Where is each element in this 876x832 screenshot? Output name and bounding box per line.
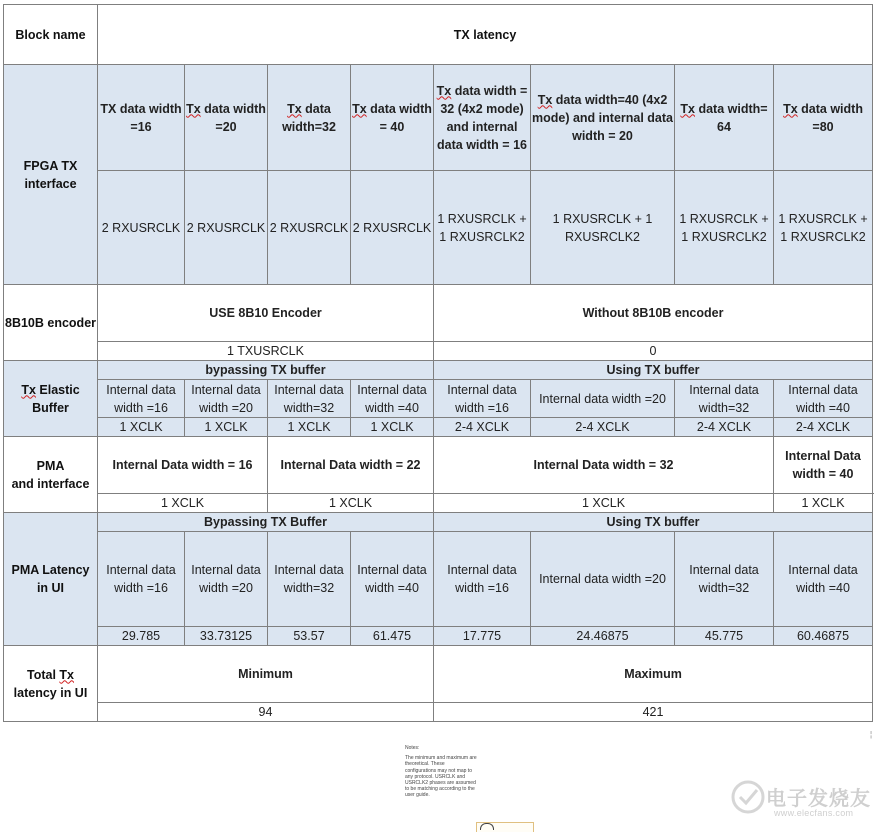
fpga-clock-cell: 1 RXUSRCLK + 1 RXUSRCLK2 xyxy=(675,171,774,285)
fpga-clock-cell: 2 RXUSRCLK xyxy=(185,171,268,285)
elastic-value-cell: 2-4 XCLK xyxy=(774,418,873,437)
use-encoder-label: USE 8B10 Encoder xyxy=(98,285,434,342)
elastic-value-cell: 2-4 XCLK xyxy=(434,418,531,437)
pma-latency-label: PMA Latency in UI xyxy=(4,513,98,646)
tx-latency-table xyxy=(3,4,873,722)
elastic-value-cell: 1 XCLK xyxy=(98,418,185,437)
pma-value-cell: 33.73125 xyxy=(185,627,268,646)
elastic-width-cell: Internal data width =20 xyxy=(185,380,268,418)
pma-value-cell: 17.775 xyxy=(434,627,531,646)
fpga-clock-cell: 1 RXUSRCLK + 1 RXUSRCLK2 xyxy=(774,171,873,285)
tx-latency-header: TX latency xyxy=(98,5,873,65)
pma-value-cell: 45.775 xyxy=(675,627,774,646)
fpga-clock-cell: 2 RXUSRCLK xyxy=(98,171,185,285)
block-name-header: Block name xyxy=(4,5,98,65)
pma-interface-label: PMA and interface xyxy=(4,437,98,513)
notes-title: Notes: xyxy=(405,745,420,751)
fpga-width-cell: Tx data width= 64 xyxy=(675,65,774,171)
pma-width-cell: Internal data width =40 xyxy=(774,532,873,627)
elastic-width-cell: Internal data width=32 xyxy=(268,380,351,418)
fpga-width-cell: Tx data width=40 (4x2 mode) and internal data width = 20 xyxy=(531,65,675,171)
watermark-text: 电子发烧友 xyxy=(766,788,871,810)
fpga-clock-cell: 1 RXUSRCLK + 1 RXUSRCLK2 xyxy=(434,171,531,285)
fpga-width-cell: Tx data width =20 xyxy=(185,65,268,171)
pma-width-cell: Internal data width=32 xyxy=(268,532,351,627)
pma-width-cell: Internal data width =40 xyxy=(351,532,434,627)
encoder-label: 8B10B encoder xyxy=(4,285,98,361)
elastic-value-cell: 2-4 XCLK xyxy=(531,418,675,437)
elastic-width-cell: Internal data width =20 xyxy=(531,380,675,418)
pma-interface-value: 1 XCLK xyxy=(268,494,434,513)
elastic-value-cell: 1 XCLK xyxy=(351,418,434,437)
pma-value-cell: 60.46875 xyxy=(774,627,873,646)
maximum-label: Maximum xyxy=(434,646,873,703)
fpga-clock-cell: 1 RXUSRCLK + 1 RXUSRCLK2 xyxy=(531,171,675,285)
pma-width-cell: Internal data width =16 xyxy=(98,532,185,627)
fpga-width-cell: Tx data width = 40 xyxy=(351,65,434,171)
fpga-width-cell: Tx data width = 32 (4x2 mode) and internal data width = 16 xyxy=(434,65,531,171)
fpga-clock-cell: 2 RXUSRCLK xyxy=(351,171,434,285)
fpga-width-cell: Tx data width =80 xyxy=(774,65,873,171)
watermark-url: www.elecfans.com xyxy=(774,808,854,818)
total-latency-label: Total Tx latency in UI xyxy=(4,646,98,722)
elastic-width-cell: Internal data width =40 xyxy=(774,380,873,418)
pma-width-cell: Internal data width =20 xyxy=(531,532,675,627)
pma-bypass-label: Bypassing TX Buffer xyxy=(98,513,434,532)
notes-box xyxy=(405,745,477,799)
pma-interface-width: Internal Data width = 16 xyxy=(98,437,268,494)
pma-interface-value: 1 XCLK xyxy=(98,494,268,513)
notes-text: The minimum and maximum are theoretical. These configurations may not map to any protocol. USRCLK and USRCLK2 phases are assumed to be matching according to the user guide. xyxy=(405,755,477,799)
elastic-width-cell: Internal data width=32 xyxy=(675,380,774,418)
minimum-label: Minimum xyxy=(98,646,434,703)
without-encoder-value: 0 xyxy=(434,342,873,361)
elastic-width-cell: Internal data width =16 xyxy=(98,380,185,418)
fpga-clock-cell: 2 RXUSRCLK xyxy=(268,171,351,285)
pma-width-cell: Internal data width =16 xyxy=(434,532,531,627)
elastic-bypass-label: bypassing TX buffer xyxy=(98,361,434,380)
pma-width-cell: Internal data width =20 xyxy=(185,532,268,627)
pma-using-label: Using TX buffer xyxy=(434,513,873,532)
pma-interface-value: 1 XCLK xyxy=(774,494,873,513)
elastic-using-label: Using TX buffer xyxy=(434,361,873,380)
elastic-width-cell: Internal data width =40 xyxy=(351,380,434,418)
elastic-value-cell: 1 XCLK xyxy=(185,418,268,437)
fpga-tx-interface-label: FPGA TX interface xyxy=(4,65,98,285)
without-encoder-label: Without 8B10B encoder xyxy=(434,285,873,342)
elastic-value-cell: 2-4 XCLK xyxy=(675,418,774,437)
pma-value-cell: 24.46875 xyxy=(531,627,675,646)
pma-width-cell: Internal data width=32 xyxy=(675,532,774,627)
pma-interface-width: Internal Data width = 32 xyxy=(434,437,774,494)
pma-value-cell: 61.475 xyxy=(351,627,434,646)
pma-interface-width: Internal Data width = 40 xyxy=(774,437,873,494)
edge-mark: ¦ xyxy=(870,730,873,739)
elastic-value-cell: 1 XCLK xyxy=(268,418,351,437)
pma-value-cell: 53.57 xyxy=(268,627,351,646)
maximum-value: 421 xyxy=(434,703,873,722)
fpga-width-cell: TX data width =16 xyxy=(98,65,185,171)
fpga-width-cell: Tx data width=32 xyxy=(268,65,351,171)
pma-interface-width: Internal Data width = 22 xyxy=(268,437,434,494)
pma-value-cell: 29.785 xyxy=(98,627,185,646)
pma-interface-value: 1 XCLK xyxy=(434,494,774,513)
minimum-value: 94 xyxy=(98,703,434,722)
elastic-width-cell: Internal data width =16 xyxy=(434,380,531,418)
elastic-buffer-label: Tx Elastic Buffer xyxy=(4,361,98,437)
use-encoder-value: 1 TXUSRCLK xyxy=(98,342,434,361)
